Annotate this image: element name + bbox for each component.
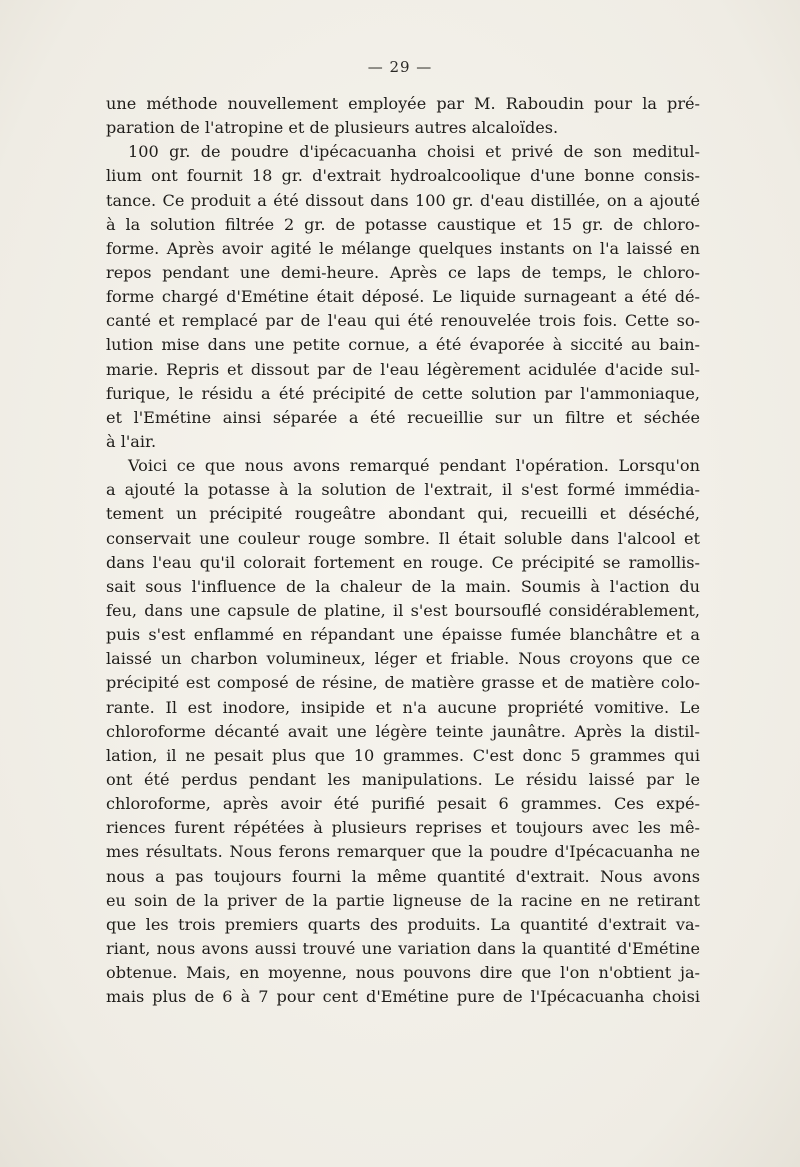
text-line: que les trois premiers quarts des produits. La quantité d'extrait va- <box>106 914 700 934</box>
text-line: repos pendant une demi-heure. Après ce laps de temps, le chloro- <box>106 262 700 282</box>
text-line: chloroforme décanté avait une légère teinte jaunâtre. Après la distil- <box>106 721 700 741</box>
text-line: riences furent répétées à plusieurs reprises et toujours avec les mê- <box>106 818 700 838</box>
text-line: canté et remplacé par de l'eau qui été renouvelée trois fois. Cette so- <box>106 311 700 331</box>
text-line: furique, le résidu a été précipité de cette solution par l'ammoniaque, <box>106 383 700 403</box>
text-line: puis s'est enflammé en répandant une épaisse fumée blanchâtre et a <box>106 625 700 645</box>
text-line: obtenue. Mais, en moyenne, nous pouvons dire que l'on n'obtient ja- <box>106 963 700 983</box>
text-line: feu, dans une capsule de platine, il s'est boursouflé considérablement, <box>106 600 700 620</box>
text-line: riant, nous avons aussi trouvé une variation dans la quantité d'Emétine <box>106 938 700 958</box>
text-line: tement un précipité rougeâtre abondant qui, recueilli et déséché, <box>106 504 700 524</box>
text-line: marie. Repris et dissout par de l'eau légèrement acidulée d'acide sul- <box>106 359 700 379</box>
text-line: lation, il ne pesait plus que 10 grammes. C'est donc 5 grammes qui <box>106 745 700 765</box>
text-line: 100 gr. de poudre d'ipécacuanha choisi et privé de son meditul- <box>128 142 700 162</box>
text-line: forme chargé d'Emétine était déposé. Le liquide surnageant a été dé- <box>106 287 700 307</box>
text-line: Voici ce que nous avons remarqué pendant l'opération. Lorsqu'on <box>128 456 700 476</box>
text-line: dans l'eau qu'il colorait fortement en rouge. Ce précipité se ramollis- <box>106 552 700 572</box>
text-line: nous a pas toujours fourni la même quantité d'extrait. Nous avons <box>106 866 700 886</box>
body-text <box>106 92 700 1009</box>
text-line: laissé un charbon volumineux, léger et friable. Nous croyons que ce <box>106 649 700 669</box>
text-line: eu soin de la priver de la partie ligneuse de la racine en ne retirant <box>106 890 700 910</box>
text-line: tance. Ce produit a été dissout dans 100 gr. d'eau distillée, on a ajouté <box>106 190 700 210</box>
text-line: a ajouté la potasse à la solution de l'extrait, il s'est formé immédia- <box>106 480 700 500</box>
text-line: rante. Il est inodore, insipide et n'a aucune propriété vomitive. Le <box>106 697 700 717</box>
text-line: lium ont fournit 18 gr. d'extrait hydroalcoolique d'une bonne consis- <box>106 166 700 186</box>
text-line: lution mise dans une petite cornue, a été évaporée à siccité au bain- <box>106 335 700 355</box>
text-line: à la solution filtrée 2 gr. de potasse caustique et 15 gr. de chloro- <box>106 214 700 234</box>
text-line: à l'air. <box>106 431 157 451</box>
text-line: sait sous l'influence de la chaleur de la main. Soumis à l'action du <box>106 576 700 596</box>
text-line: une méthode nouvellement employée par M. Raboudin pour la pré- <box>106 94 700 113</box>
page-number: — 29 — <box>367 58 433 76</box>
text-line: forme. Après avoir agité le mélange quelques instants on l'a laissé en <box>106 238 700 258</box>
text-line: ont été perdus pendant les manipulations. Le résidu laissé par le <box>106 769 700 789</box>
text-line: mais plus de 6 à 7 pour cent d'Emétine pure de l'Ipécacuanha choisi <box>106 987 700 1007</box>
text-line: et l'Emétine ainsi séparée a été recueillie sur un filtre et séchée <box>106 407 700 427</box>
text-line: précipité est composé de résine, de matière grasse et de matière colo- <box>106 673 700 693</box>
text-line: paration de l'atropine et de plusieurs autres alcaloïdes. <box>106 118 559 138</box>
text-line: conservait une couleur rouge sombre. Il était soluble dans l'alcool et <box>106 528 700 548</box>
text-line: mes résultats. Nous ferons remarquer que la poudre d'Ipécacuanha ne <box>106 842 700 862</box>
text-line: chloroforme, après avoir été purifié pesait 6 grammes. Ces expé- <box>106 794 700 814</box>
